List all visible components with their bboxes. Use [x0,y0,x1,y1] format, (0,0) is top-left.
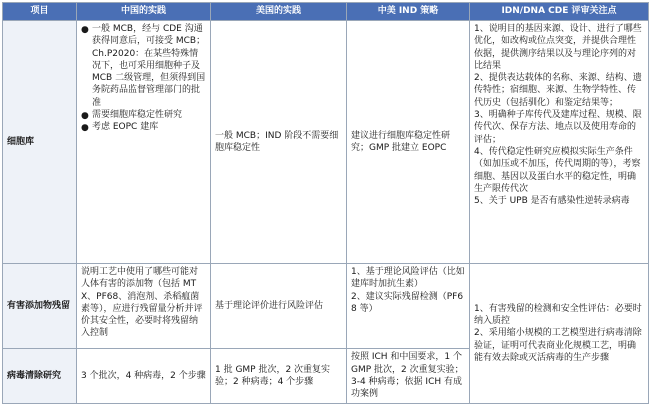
table-row-additive-residue [3,264,649,349]
focus-additive-residue: 1、有害残留的检测和安全性评估：必要时纳入质控 2、采用缩小规模的工艺模型进行病毒清除验证，证明可代表商业化规模工艺，明确能有效去除或灭活病毒的生产步骤 [470,264,649,404]
list-item: ● 考虑 EOPC 建库 [81,122,159,134]
china-virus-clearance: 3 个批次，4 种病毒，2 个步骤 [77,349,211,404]
comparison-table [2,2,649,404]
bullet-icon: ● [81,25,89,35]
row-label-additive-residue: 有害添加物残留 [3,264,77,349]
row-label-cell-bank: 细胞库 [3,21,77,264]
list-item: ● 需要细胞库稳定性研究 [81,110,183,122]
row-label-virus-clearance: 病毒清除研究 [3,349,77,404]
header-item: 项目 [3,3,77,21]
bullet-icon: ● [81,123,89,134]
strategy-additive-residue: 1、基于理论风险评估（比如建库时加抗生素） 2、建议实际残留检测（PF68 等） [347,264,470,349]
strategy-cell-bank: 建议进行细胞库稳定性研究；GMP 批建立 EOPC [347,21,470,264]
us-additive-residue: 基于理论评价进行风险评估 [211,264,347,349]
bullet-icon: ● [81,111,89,122]
table-row-cell-bank [3,21,649,264]
china-note: Ch.P2020：在某些特殊情况下，也可采用细胞种子及 MCB 二级管理，但须得到国务院药品监督管理部门的批准 [92,48,206,108]
us-virus-clearance: 1 批 GMP 批次，2 次重复实验；2 种病毒；4 个步骤 [211,349,347,404]
china-cell-bank [77,21,211,264]
china-additive-residue: 说明工艺中使用了哪些可能对人体有害的添加物（包括 MTX、PF68、消泡剂、杀稻瘟菌素等），应进行残留量分析并评价其安全性，必要时将残留纳入控制 [77,264,211,349]
header-row [3,3,649,21]
us-cell-bank: 一般 MCB；IND 阶段不需要细胞库稳定性 [211,21,347,264]
header-strategy: 中美 IND 策略 [347,3,470,21]
header-focus: IDN/DNA CDE 评审关注点 [470,3,649,21]
strategy-virus-clearance: 按照 ICH 和中国要求，1 个 GMP 批次，2 次重复实验；3-4 种病毒；依据 ICH 有成功案例 [347,349,470,404]
list-item: ● 一般 MCB，经与 CDE 沟通获得同意后，可接受 MCB； [81,24,206,47]
header-china: 中国的实践 [77,3,211,21]
focus-cell-bank: 1、说明目的基因来源、设计、进行了哪些优化，如改构或位点突变，并提供合理性依据，提供测序结果以及与理论序列的对比结果 2、提供表达载体的名称、来源、结构、遗传特性；宿细胞、来源、生物学特性、传代历史（包括驯化）和鉴定结果等； 3、明确种子库传代及建库过程、规模、限传代次、保存方法、地点以及使用寿命的评估； 4、传代稳定性研究应模拟实际生产条件（如加压或不加压，传代周期的等），考察细胞、基因以及蛋白水平的稳定性，明确生产限传代次 5、关于 UPB 是否有感染性逆转录病毒 [470,21,649,264]
header-us: 美国的实践 [211,3,347,21]
